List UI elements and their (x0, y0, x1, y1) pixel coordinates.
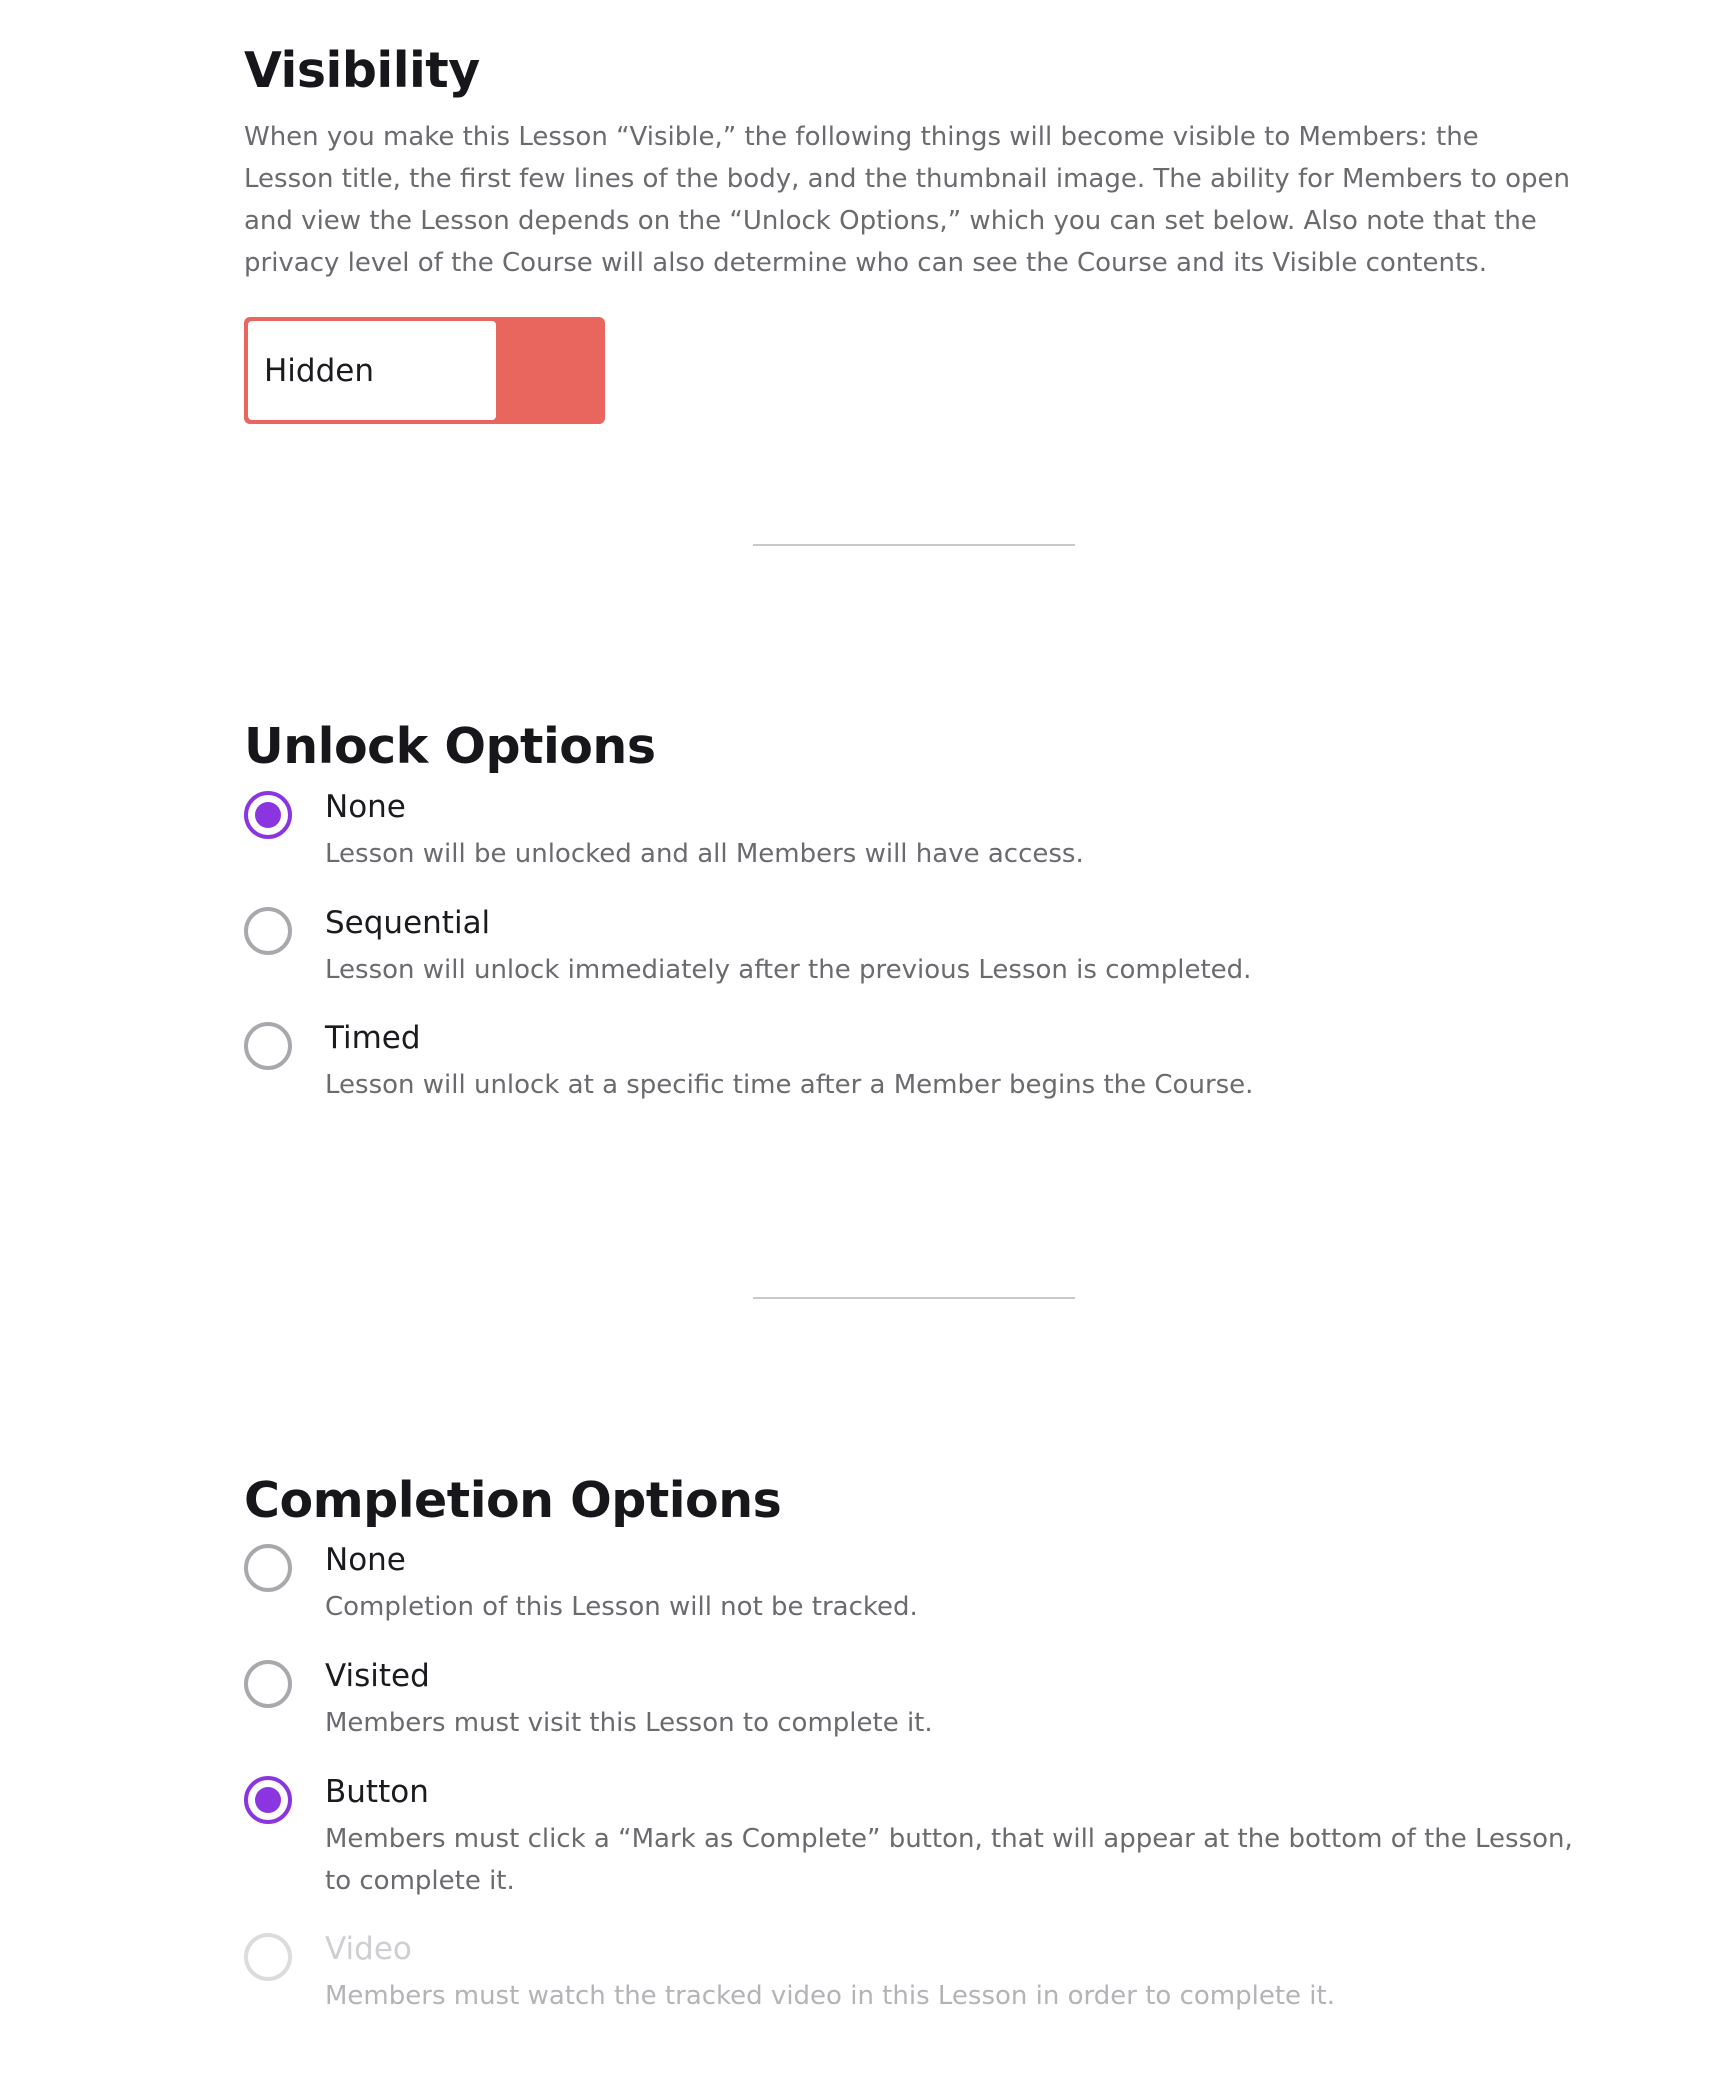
visibility-toggle[interactable] (244, 317, 605, 424)
unlock-option-description: Lesson will unlock at a specific time after a Member begins the Course. (325, 1070, 1254, 1100)
radio-unselected-icon[interactable] (244, 907, 292, 955)
visibility-toggle-knob (248, 321, 496, 420)
section-divider (753, 544, 1075, 546)
completion-option-description: Members must click a “Mark as Complete” button, that will appear at the bottom of the Lesson, to complete it. (325, 1824, 1573, 1896)
completion-option-label: Video (325, 1931, 412, 1967)
radio-selected-icon[interactable] (244, 1776, 292, 1824)
radio-unselected-icon[interactable] (244, 1022, 292, 1070)
unlock-option-description: Lesson will unlock immediately after the previous Lesson is completed. (325, 955, 1252, 985)
visibility-toggle-label: Hidden (264, 352, 374, 389)
unlock-option-label: None (325, 789, 406, 825)
completion-option-description: Completion of this Lesson will not be tracked. (325, 1592, 918, 1622)
unlock-option-description: Lesson will be unlocked and all Members will have access. (325, 839, 1084, 869)
completion-option-description: Members must visit this Lesson to complete it. (325, 1708, 933, 1738)
unlock-option-label: Timed (325, 1020, 421, 1056)
unlock-option-label: Sequential (325, 905, 491, 941)
completion-option-label: Visited (325, 1658, 430, 1694)
completion-option-label: None (325, 1542, 406, 1578)
completion-option-label: Button (325, 1774, 429, 1810)
radio-selected-icon[interactable] (244, 791, 292, 839)
unlock-options-title: Unlock Options (244, 718, 656, 775)
radio-unselected-icon[interactable] (244, 1544, 292, 1592)
visibility-title: Visibility (244, 42, 480, 99)
visibility-description: When you make this Lesson “Visible,” the following things will become visible to Members: the Lesson title, the first few lines of the body, and the thumbnail image. The ability for Members to open and view the Lesson depends on the “Unlock Options,” which you can set below. Also note that the privacy level of the Course will also determine who can see the Course and its Visible contents. (244, 122, 1570, 278)
radio-unselected-icon[interactable] (244, 1660, 292, 1708)
radio-disabled-icon (244, 1933, 292, 1981)
completion-options-title: Completion Options (244, 1472, 782, 1529)
section-divider (753, 1297, 1075, 1299)
completion-option-description: Members must watch the tracked video in this Lesson in order to complete it. (325, 1981, 1335, 2011)
